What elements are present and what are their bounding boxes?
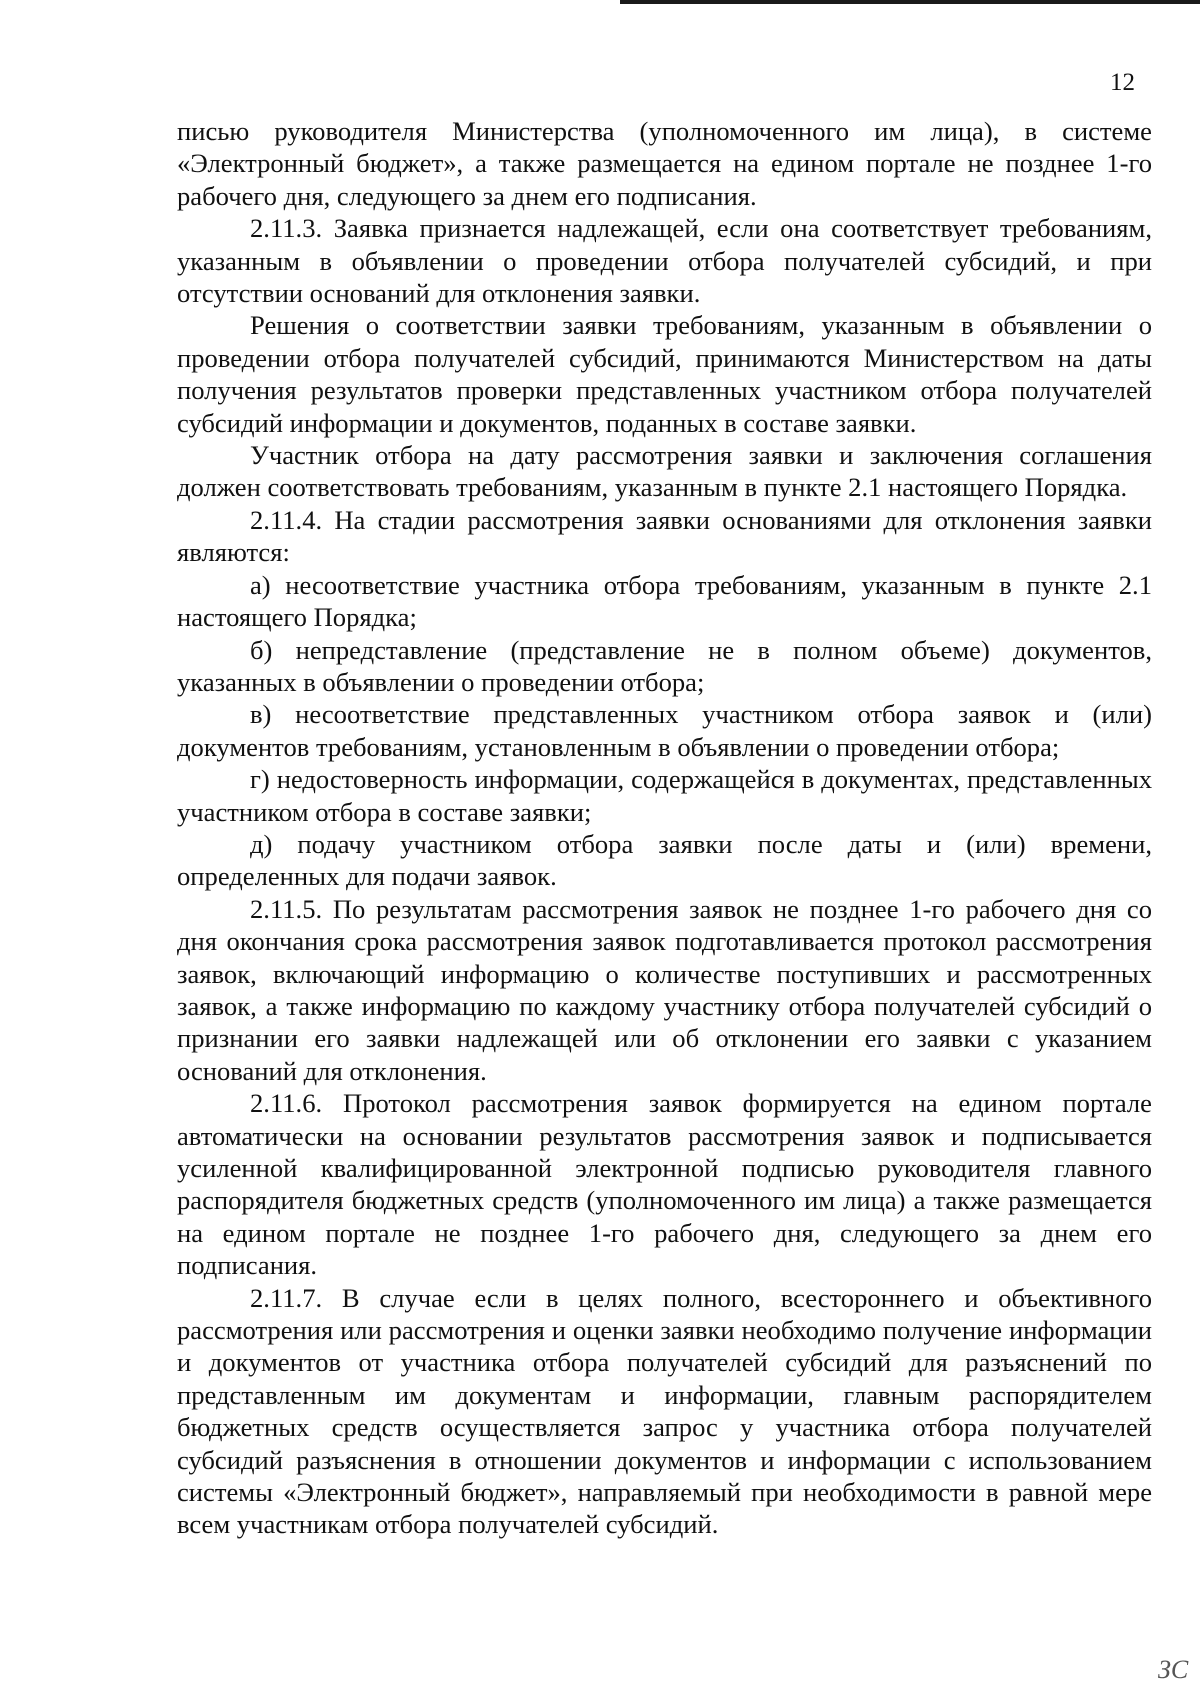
paragraph-2-11-7: 2.11.7. В случае если в целях полного, всестороннего и объективного рассмотрения или рассмотрения и оценки заявки необходимо получение информации и документов от участника отбора получателей субсидий для разъяснений по представленным им документам и информации, главным распорядителем бюджетных средств осуществляется запрос у участника отбора получателей субсидий разъяснения в отношении документов и информации с использованием системы «Электронный бюджет», направляемый при необходимости в равной мере всем участникам отбора получателей субсидий. [177, 1282, 1152, 1540]
list-item-d: д) подачу участником отбора заявки после даты и (или) времени, определенных для подачи заявок. [177, 828, 1152, 892]
paragraph-2-11-6: 2.11.6. Протокол рассмотрения заявок формируется на едином портале автоматически на основании результатов рассмотрения заявок и подписывается усиленной квалифицированной электронной подписью руководителя главного распорядителя бюджетных средств (уполномоченного им лица) а также размещается на едином портале не позднее 1-го рабочего дня, следующего за днем его подписания. [177, 1088, 1152, 1281]
paragraph-2-11-5: 2.11.5. По результатам рассмотрения заявок не позднее 1-го рабочего дня со дня окончания срока рассмотрения заявок подготавливается протокол рассмотрения заявок, включающий информацию о количестве поступивших и рассмотренных заявок, а также информацию по каждому участнику отбора получателей субсидий о признании его заявки надлежащей или об отклонении его заявки с указанием оснований для отклонения. [177, 893, 1152, 1086]
list-item-v: в) несоответствие представленных участником отбора заявок и (или) документов требованиям, установленным в объявлении о проведении отбора; [177, 699, 1152, 762]
page-number: 12 [1110, 69, 1135, 96]
paragraph-2-11-3: 2.11.3. Заявка признается надлежащей, если она соответствует требованиям, указанным в объявлении о проведении отбора получателей субсидий, и при отсутствии оснований для отклонения заявки. [177, 213, 1152, 309]
document-body [177, 115, 1152, 1541]
paragraph-decisions: Решения о соответствии заявки требованиям, указанным в объявлении о проведении отбора получателей субсидий, принимаются Министерством на даты получения результатов проверки представленных участником отбора получателей субсидий информации и документов, поданных в составе заявки. [177, 310, 1152, 438]
paragraph-2-11-4: 2.11.4. На стадии рассмотрения заявки основаниями для отклонения заявки являются: [177, 504, 1152, 568]
margin-mark: ЗС [1158, 1655, 1189, 1684]
list-item-a: а) несоответствие участника отбора требованиям, указанным в пункте 2.1 настоящего Порядка; [177, 569, 1152, 633]
paragraph-continuation: писью руководителя Министерства (уполномоченного им лица), в системе «Электронный бюджет», а также размещается на едином портале не позднее 1-го рабочего дня, следующего за днем его подписания. [177, 116, 1152, 211]
scan-edge-line [620, 0, 1200, 4]
paragraph-participant: Участник отбора на дату рассмотрения заявки и заключения соглашения должен соответствовать требованиям, указанным в пункте 2.1 настоящего Порядка. [177, 440, 1152, 503]
list-item-b: б) непредставление (представление не в полном объеме) документов, указанных в объявлении о проведении отбора; [177, 634, 1152, 697]
list-item-g: г) недостоверность информации, содержащейся в документах, представленных участником отбора в составе заявки; [177, 764, 1152, 827]
